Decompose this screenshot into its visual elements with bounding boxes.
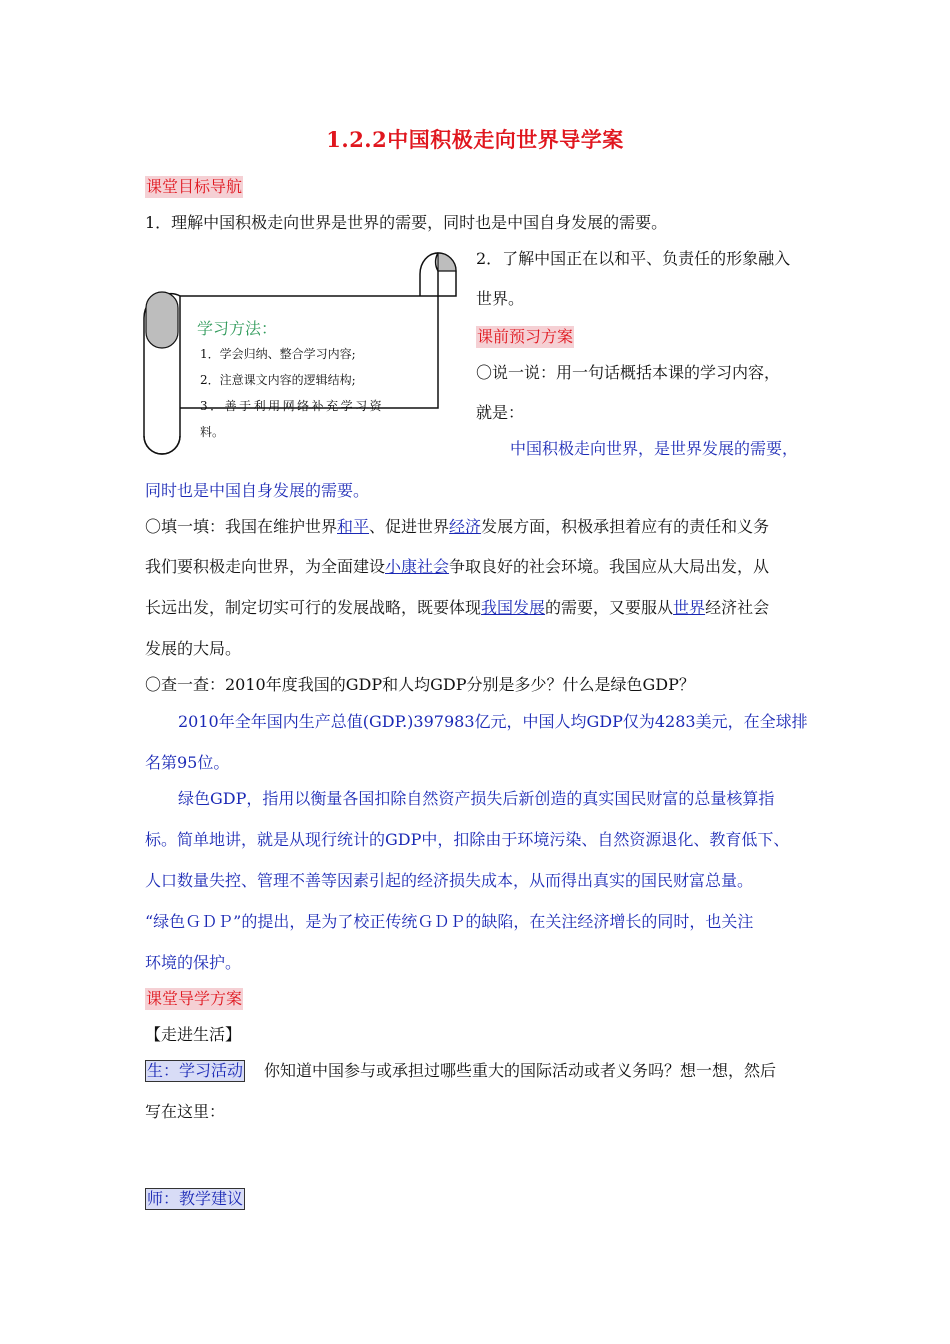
fill-blank-world: 世界 [673, 598, 706, 617]
check-question: 〇查一查：2010年度我国的GDP和人均GDP分别是多少？什么是绿色GDP？ [145, 675, 695, 694]
check-answer2-line3: 人口数量失控、管理不善等因素引起的经济损失成本，从而得出真实的国民财富总量。 [145, 871, 754, 890]
check-answer2-line4: “绿色ＧＤＰ”的提出，是为了校正传统ＧＤＰ的缺陷，在关注经济增长的同时，也关注 [145, 912, 754, 931]
life-heading: 【走进生活】 [145, 1025, 242, 1044]
fill-text: 我们要积极走向世界，为全面建设 [145, 557, 386, 576]
study-method-title: 学习方法： [197, 319, 278, 338]
method-item: 1．学会归纳、整合学习内容; [200, 347, 356, 361]
goal-1: 1．理解中国积极走向世界是世界的需要，同时也是中国自身发展的需要。 [145, 213, 668, 232]
goal-2-line2: 世界。 [476, 289, 525, 308]
method-item: 2．注意课文内容的逻辑结构; [200, 373, 356, 387]
fill-line-2 [145, 556, 769, 578]
fill-text: 经济社会 [705, 598, 770, 617]
fill-text: 争取良好的社会环境。我国应从大局出发，从 [449, 557, 770, 576]
fill-blank-peace: 和平 [337, 517, 370, 536]
fill-text: 长远出发，制定切实可行的发展战略，既要体现 [145, 598, 482, 617]
say-answer-line2: 同时也是中国自身发展的需要。 [145, 481, 370, 500]
fill-text: 发展方面，积极承担着应有的责任和义务 [481, 517, 770, 536]
fill-line-1 [145, 516, 769, 538]
goal-2-line1: 2．了解中国正在以和平、负责任的形象融入 [476, 249, 791, 268]
say-question-line2: 就是： [476, 403, 525, 422]
say-question-line1: 〇说一说：用一句话概括本课的学习内容， [476, 363, 781, 382]
method-item: 料。 [200, 425, 225, 439]
fill-text: 的需要，又要服从 [545, 598, 674, 617]
section-goal-heading: 课堂目标导航 [146, 177, 243, 196]
check-answer2-line2: 标。简单地讲，就是从现行统计的GDP中，扣除由于环境污染、自然资源退化、教育低下、 [145, 830, 790, 849]
fill-blank-economy: 经济 [449, 517, 482, 536]
fill-line-4: 发展的大局。 [145, 639, 242, 658]
fill-text: 〇填一填：我国在维护世界 [145, 517, 338, 536]
check-answer2-line1: 绿色GDP，指用以衡量各国扣除自然资产损失后新创造的真实国民财富的总量核算指 [178, 789, 775, 808]
fill-text: 、促进世界 [369, 517, 450, 536]
life-question-line2: 写在这里： [145, 1102, 226, 1121]
check-answer1-line1: 2010年全年国内生产总值(GDP.)397983亿元，中国人均GDP仅为4283美元，在全球排 [178, 712, 808, 731]
method-item: 3．善于利用网络补充学习资 [200, 399, 385, 413]
check-answer2-line5: 环境的保护。 [145, 953, 242, 972]
teacher-advice-label: 师：教学建议 [147, 1189, 244, 1208]
fill-blank-xiaokang: 小康社会 [385, 557, 450, 576]
student-activity-label: 生：学习活动 [147, 1061, 244, 1080]
say-answer-line1: 中国积极走向世界，是世界发展的需要， [510, 439, 799, 458]
section-preview-heading: 课前预习方案 [477, 327, 574, 346]
page-title: 1.2.2中国积极走向世界导学案 [326, 127, 624, 152]
check-answer1-line2: 名第95位。 [145, 753, 230, 772]
fill-blank-development: 我国发展 [481, 598, 546, 617]
fill-line-3 [145, 597, 769, 619]
section-guide-heading: 课堂导学方案 [146, 989, 243, 1008]
life-question-line1: 你知道中国参与或承担过哪些重大的国际活动或者义务吗？想一想，然后 [264, 1061, 777, 1080]
